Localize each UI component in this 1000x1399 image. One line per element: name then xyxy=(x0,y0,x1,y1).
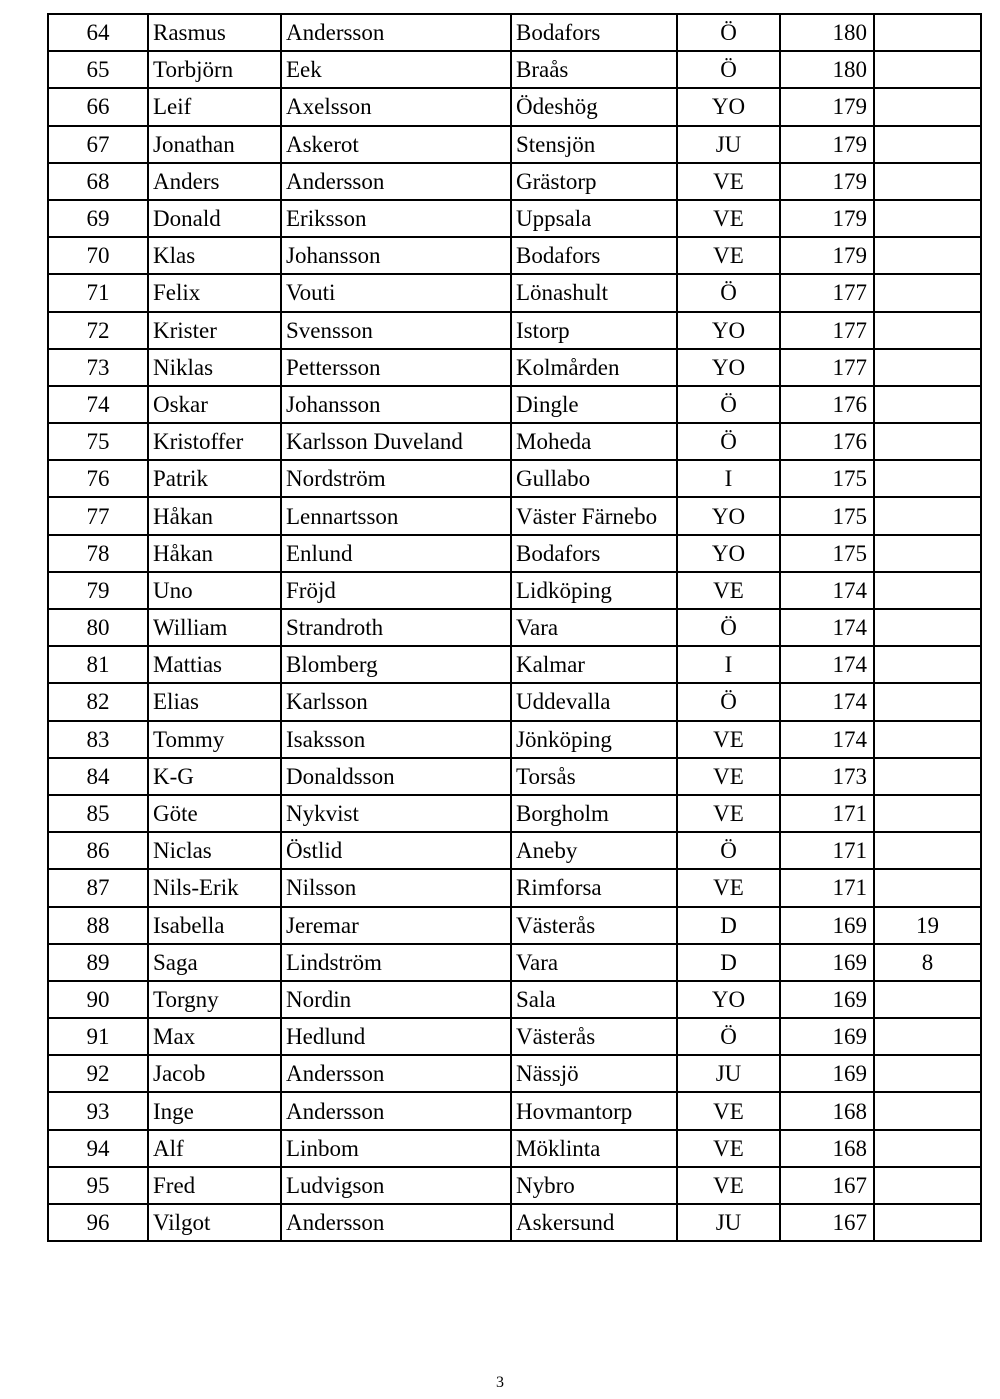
first-name-cell: Kristoffer xyxy=(148,423,281,460)
rank-cell: 92 xyxy=(48,1055,148,1092)
class-cell: Ö xyxy=(677,14,780,51)
page-number: 3 xyxy=(496,1374,504,1391)
score-cell: 177 xyxy=(780,349,874,386)
score-cell: 167 xyxy=(780,1204,874,1241)
score-cell: 179 xyxy=(780,237,874,274)
table-row xyxy=(48,832,981,869)
last-name-cell: Andersson xyxy=(281,1055,511,1092)
rank-cell: 76 xyxy=(48,460,148,497)
first-name-cell: Max xyxy=(148,1018,281,1055)
first-name-cell: Alf xyxy=(148,1130,281,1167)
last-name-cell: Linbom xyxy=(281,1130,511,1167)
class-cell: Ö xyxy=(677,386,780,423)
extra-cell xyxy=(874,869,981,906)
table-row xyxy=(48,349,981,386)
table-row xyxy=(48,312,981,349)
rank-cell: 78 xyxy=(48,535,148,572)
rank-cell: 74 xyxy=(48,386,148,423)
score-cell: 173 xyxy=(780,758,874,795)
first-name-cell: Felix xyxy=(148,274,281,311)
club-cell: Uddevalla xyxy=(511,683,677,720)
class-cell: VE xyxy=(677,572,780,609)
table-row xyxy=(48,758,981,795)
rank-cell: 83 xyxy=(48,721,148,758)
first-name-cell: Tommy xyxy=(148,721,281,758)
club-cell: Torsås xyxy=(511,758,677,795)
extra-cell xyxy=(874,758,981,795)
table-row xyxy=(48,1055,981,1092)
score-cell: 180 xyxy=(780,51,874,88)
first-name-cell: Jacob xyxy=(148,1055,281,1092)
results-table xyxy=(47,13,982,1242)
club-cell: Nässjö xyxy=(511,1055,677,1092)
rank-cell: 67 xyxy=(48,126,148,163)
first-name-cell: Leif xyxy=(148,88,281,125)
table-row xyxy=(48,1092,981,1129)
class-cell: Ö xyxy=(677,51,780,88)
club-cell: Aneby xyxy=(511,832,677,869)
extra-cell xyxy=(874,126,981,163)
rank-cell: 86 xyxy=(48,832,148,869)
extra-cell xyxy=(874,1055,981,1092)
score-cell: 169 xyxy=(780,1055,874,1092)
table-row xyxy=(48,200,981,237)
club-cell: Västerås xyxy=(511,1018,677,1055)
rank-cell: 93 xyxy=(48,1092,148,1129)
club-cell: Vara xyxy=(511,944,677,981)
club-cell: Braås xyxy=(511,51,677,88)
first-name-cell: Isabella xyxy=(148,907,281,944)
club-cell: Sala xyxy=(511,981,677,1018)
last-name-cell: Lennartsson xyxy=(281,497,511,534)
score-cell: 174 xyxy=(780,572,874,609)
score-cell: 179 xyxy=(780,88,874,125)
extra-cell xyxy=(874,274,981,311)
score-cell: 176 xyxy=(780,386,874,423)
first-name-cell: Nils-Erik xyxy=(148,869,281,906)
club-cell: Ödeshög xyxy=(511,88,677,125)
club-cell: Rimforsa xyxy=(511,869,677,906)
extra-cell xyxy=(874,981,981,1018)
results-table-body xyxy=(48,14,981,1241)
score-cell: 175 xyxy=(780,535,874,572)
first-name-cell: William xyxy=(148,609,281,646)
club-cell: Bodafors xyxy=(511,14,677,51)
last-name-cell: Andersson xyxy=(281,1092,511,1129)
class-cell: I xyxy=(677,646,780,683)
class-cell: YO xyxy=(677,88,780,125)
table-row xyxy=(48,1018,981,1055)
class-cell: VE xyxy=(677,1167,780,1204)
table-row xyxy=(48,14,981,51)
score-cell: 175 xyxy=(780,460,874,497)
rank-cell: 65 xyxy=(48,51,148,88)
class-cell: I xyxy=(677,460,780,497)
last-name-cell: Isaksson xyxy=(281,721,511,758)
rank-cell: 73 xyxy=(48,349,148,386)
score-cell: 169 xyxy=(780,1018,874,1055)
table-row xyxy=(48,609,981,646)
first-name-cell: Krister xyxy=(148,312,281,349)
last-name-cell: Andersson xyxy=(281,14,511,51)
club-cell: Kalmar xyxy=(511,646,677,683)
last-name-cell: Donaldsson xyxy=(281,758,511,795)
table-row xyxy=(48,535,981,572)
club-cell: Hovmantorp xyxy=(511,1092,677,1129)
class-cell: VE xyxy=(677,200,780,237)
first-name-cell: Torgny xyxy=(148,981,281,1018)
extra-cell xyxy=(874,721,981,758)
table-row xyxy=(48,163,981,200)
score-cell: 171 xyxy=(780,832,874,869)
first-name-cell: Patrik xyxy=(148,460,281,497)
extra-cell xyxy=(874,349,981,386)
club-cell: Lidköping xyxy=(511,572,677,609)
first-name-cell: Torbjörn xyxy=(148,51,281,88)
score-cell: 179 xyxy=(780,126,874,163)
first-name-cell: Uno xyxy=(148,572,281,609)
class-cell: VE xyxy=(677,1130,780,1167)
class-cell: VE xyxy=(677,869,780,906)
club-cell: Grästorp xyxy=(511,163,677,200)
class-cell: YO xyxy=(677,981,780,1018)
class-cell: YO xyxy=(677,497,780,534)
extra-cell xyxy=(874,14,981,51)
table-row xyxy=(48,126,981,163)
table-row xyxy=(48,88,981,125)
score-cell: 168 xyxy=(780,1092,874,1129)
club-cell: Uppsala xyxy=(511,200,677,237)
class-cell: D xyxy=(677,944,780,981)
last-name-cell: Jeremar xyxy=(281,907,511,944)
club-cell: Bodafors xyxy=(511,535,677,572)
first-name-cell: Anders xyxy=(148,163,281,200)
table-row xyxy=(48,237,981,274)
club-cell: Moheda xyxy=(511,423,677,460)
extra-cell xyxy=(874,1130,981,1167)
table-row xyxy=(48,423,981,460)
score-cell: 176 xyxy=(780,423,874,460)
score-cell: 174 xyxy=(780,646,874,683)
first-name-cell: K-G xyxy=(148,758,281,795)
first-name-cell: Niklas xyxy=(148,349,281,386)
last-name-cell: Vouti xyxy=(281,274,511,311)
extra-cell xyxy=(874,795,981,832)
first-name-cell: Mattias xyxy=(148,646,281,683)
first-name-cell: Inge xyxy=(148,1092,281,1129)
extra-cell xyxy=(874,312,981,349)
club-cell: Gullabo xyxy=(511,460,677,497)
last-name-cell: Johansson xyxy=(281,237,511,274)
club-cell: Västerås xyxy=(511,907,677,944)
rank-cell: 80 xyxy=(48,609,148,646)
extra-cell xyxy=(874,832,981,869)
club-cell: Nybro xyxy=(511,1167,677,1204)
table-row xyxy=(48,944,981,981)
extra-cell xyxy=(874,535,981,572)
rank-cell: 95 xyxy=(48,1167,148,1204)
last-name-cell: Nilsson xyxy=(281,869,511,906)
class-cell: JU xyxy=(677,1055,780,1092)
class-cell: YO xyxy=(677,312,780,349)
rank-cell: 88 xyxy=(48,907,148,944)
last-name-cell: Andersson xyxy=(281,1204,511,1241)
first-name-cell: Vilgot xyxy=(148,1204,281,1241)
table-row xyxy=(48,1130,981,1167)
class-cell: VE xyxy=(677,758,780,795)
rank-cell: 84 xyxy=(48,758,148,795)
class-cell: Ö xyxy=(677,423,780,460)
rank-cell: 71 xyxy=(48,274,148,311)
class-cell: Ö xyxy=(677,609,780,646)
table-row xyxy=(48,646,981,683)
table-row xyxy=(48,869,981,906)
first-name-cell: Klas xyxy=(148,237,281,274)
club-cell: Bodafors xyxy=(511,237,677,274)
club-cell: Lönashult xyxy=(511,274,677,311)
club-cell: Väster Färnebo xyxy=(511,497,677,534)
club-cell: Kolmården xyxy=(511,349,677,386)
rank-cell: 90 xyxy=(48,981,148,1018)
rank-cell: 75 xyxy=(48,423,148,460)
class-cell: JU xyxy=(677,126,780,163)
class-cell: VE xyxy=(677,795,780,832)
first-name-cell: Jonathan xyxy=(148,126,281,163)
first-name-cell: Håkan xyxy=(148,535,281,572)
club-cell: Istorp xyxy=(511,312,677,349)
club-cell: Askersund xyxy=(511,1204,677,1241)
table-row xyxy=(48,1167,981,1204)
extra-cell: 19 xyxy=(874,907,981,944)
score-cell: 171 xyxy=(780,795,874,832)
rank-cell: 77 xyxy=(48,497,148,534)
first-name-cell: Niclas xyxy=(148,832,281,869)
rank-cell: 87 xyxy=(48,869,148,906)
last-name-cell: Axelsson xyxy=(281,88,511,125)
class-cell: VE xyxy=(677,721,780,758)
table-row xyxy=(48,981,981,1018)
table-row xyxy=(48,1204,981,1241)
extra-cell xyxy=(874,237,981,274)
class-cell: Ö xyxy=(677,274,780,311)
class-cell: JU xyxy=(677,1204,780,1241)
score-cell: 174 xyxy=(780,721,874,758)
extra-cell xyxy=(874,1092,981,1129)
club-cell: Dingle xyxy=(511,386,677,423)
table-row xyxy=(48,460,981,497)
extra-cell xyxy=(874,460,981,497)
score-cell: 177 xyxy=(780,312,874,349)
first-name-cell: Göte xyxy=(148,795,281,832)
first-name-cell: Saga xyxy=(148,944,281,981)
extra-cell xyxy=(874,1167,981,1204)
class-cell: VE xyxy=(677,163,780,200)
last-name-cell: Svensson xyxy=(281,312,511,349)
last-name-cell: Östlid xyxy=(281,832,511,869)
rank-cell: 94 xyxy=(48,1130,148,1167)
extra-cell xyxy=(874,572,981,609)
rank-cell: 85 xyxy=(48,795,148,832)
table-row xyxy=(48,386,981,423)
extra-cell xyxy=(874,163,981,200)
table-row xyxy=(48,907,981,944)
last-name-cell: Enlund xyxy=(281,535,511,572)
extra-cell xyxy=(874,386,981,423)
class-cell: D xyxy=(677,907,780,944)
rank-cell: 66 xyxy=(48,88,148,125)
rank-cell: 70 xyxy=(48,237,148,274)
score-cell: 169 xyxy=(780,907,874,944)
score-cell: 180 xyxy=(780,14,874,51)
score-cell: 168 xyxy=(780,1130,874,1167)
first-name-cell: Oskar xyxy=(148,386,281,423)
last-name-cell: Karlsson xyxy=(281,683,511,720)
score-cell: 177 xyxy=(780,274,874,311)
extra-cell xyxy=(874,1204,981,1241)
first-name-cell: Fred xyxy=(148,1167,281,1204)
first-name-cell: Håkan xyxy=(148,497,281,534)
score-cell: 169 xyxy=(780,944,874,981)
class-cell: Ö xyxy=(677,832,780,869)
extra-cell xyxy=(874,88,981,125)
class-cell: YO xyxy=(677,349,780,386)
rank-cell: 89 xyxy=(48,944,148,981)
first-name-cell: Rasmus xyxy=(148,14,281,51)
club-cell: Möklinta xyxy=(511,1130,677,1167)
last-name-cell: Hedlund xyxy=(281,1018,511,1055)
score-cell: 179 xyxy=(780,163,874,200)
extra-cell xyxy=(874,497,981,534)
last-name-cell: Nordström xyxy=(281,460,511,497)
rank-cell: 81 xyxy=(48,646,148,683)
score-cell: 175 xyxy=(780,497,874,534)
extra-cell: 8 xyxy=(874,944,981,981)
last-name-cell: Askerot xyxy=(281,126,511,163)
last-name-cell: Nordin xyxy=(281,981,511,1018)
score-cell: 174 xyxy=(780,609,874,646)
table-row xyxy=(48,497,981,534)
extra-cell xyxy=(874,423,981,460)
last-name-cell: Lindström xyxy=(281,944,511,981)
last-name-cell: Eriksson xyxy=(281,200,511,237)
first-name-cell: Elias xyxy=(148,683,281,720)
score-cell: 171 xyxy=(780,869,874,906)
club-cell: Vara xyxy=(511,609,677,646)
club-cell: Jönköping xyxy=(511,721,677,758)
last-name-cell: Blomberg xyxy=(281,646,511,683)
rank-cell: 69 xyxy=(48,200,148,237)
class-cell: Ö xyxy=(677,683,780,720)
last-name-cell: Ludvigson xyxy=(281,1167,511,1204)
table-row xyxy=(48,721,981,758)
table-row xyxy=(48,572,981,609)
last-name-cell: Pettersson xyxy=(281,349,511,386)
rank-cell: 82 xyxy=(48,683,148,720)
class-cell: VE xyxy=(677,1092,780,1129)
table-row xyxy=(48,795,981,832)
last-name-cell: Johansson xyxy=(281,386,511,423)
rank-cell: 91 xyxy=(48,1018,148,1055)
score-cell: 179 xyxy=(780,200,874,237)
table-row xyxy=(48,683,981,720)
score-cell: 174 xyxy=(780,683,874,720)
rank-cell: 64 xyxy=(48,14,148,51)
last-name-cell: Fröjd xyxy=(281,572,511,609)
score-cell: 167 xyxy=(780,1167,874,1204)
extra-cell xyxy=(874,200,981,237)
last-name-cell: Eek xyxy=(281,51,511,88)
extra-cell xyxy=(874,51,981,88)
extra-cell xyxy=(874,1018,981,1055)
rank-cell: 79 xyxy=(48,572,148,609)
rank-cell: 96 xyxy=(48,1204,148,1241)
class-cell: YO xyxy=(677,535,780,572)
table-row xyxy=(48,274,981,311)
club-cell: Borgholm xyxy=(511,795,677,832)
extra-cell xyxy=(874,609,981,646)
score-cell: 169 xyxy=(780,981,874,1018)
last-name-cell: Andersson xyxy=(281,163,511,200)
rank-cell: 68 xyxy=(48,163,148,200)
rank-cell: 72 xyxy=(48,312,148,349)
last-name-cell: Nykvist xyxy=(281,795,511,832)
last-name-cell: Strandroth xyxy=(281,609,511,646)
extra-cell xyxy=(874,646,981,683)
table-row xyxy=(48,51,981,88)
extra-cell xyxy=(874,683,981,720)
first-name-cell: Donald xyxy=(148,200,281,237)
club-cell: Stensjön xyxy=(511,126,677,163)
class-cell: VE xyxy=(677,237,780,274)
class-cell: Ö xyxy=(677,1018,780,1055)
last-name-cell: Karlsson Duveland xyxy=(281,423,511,460)
